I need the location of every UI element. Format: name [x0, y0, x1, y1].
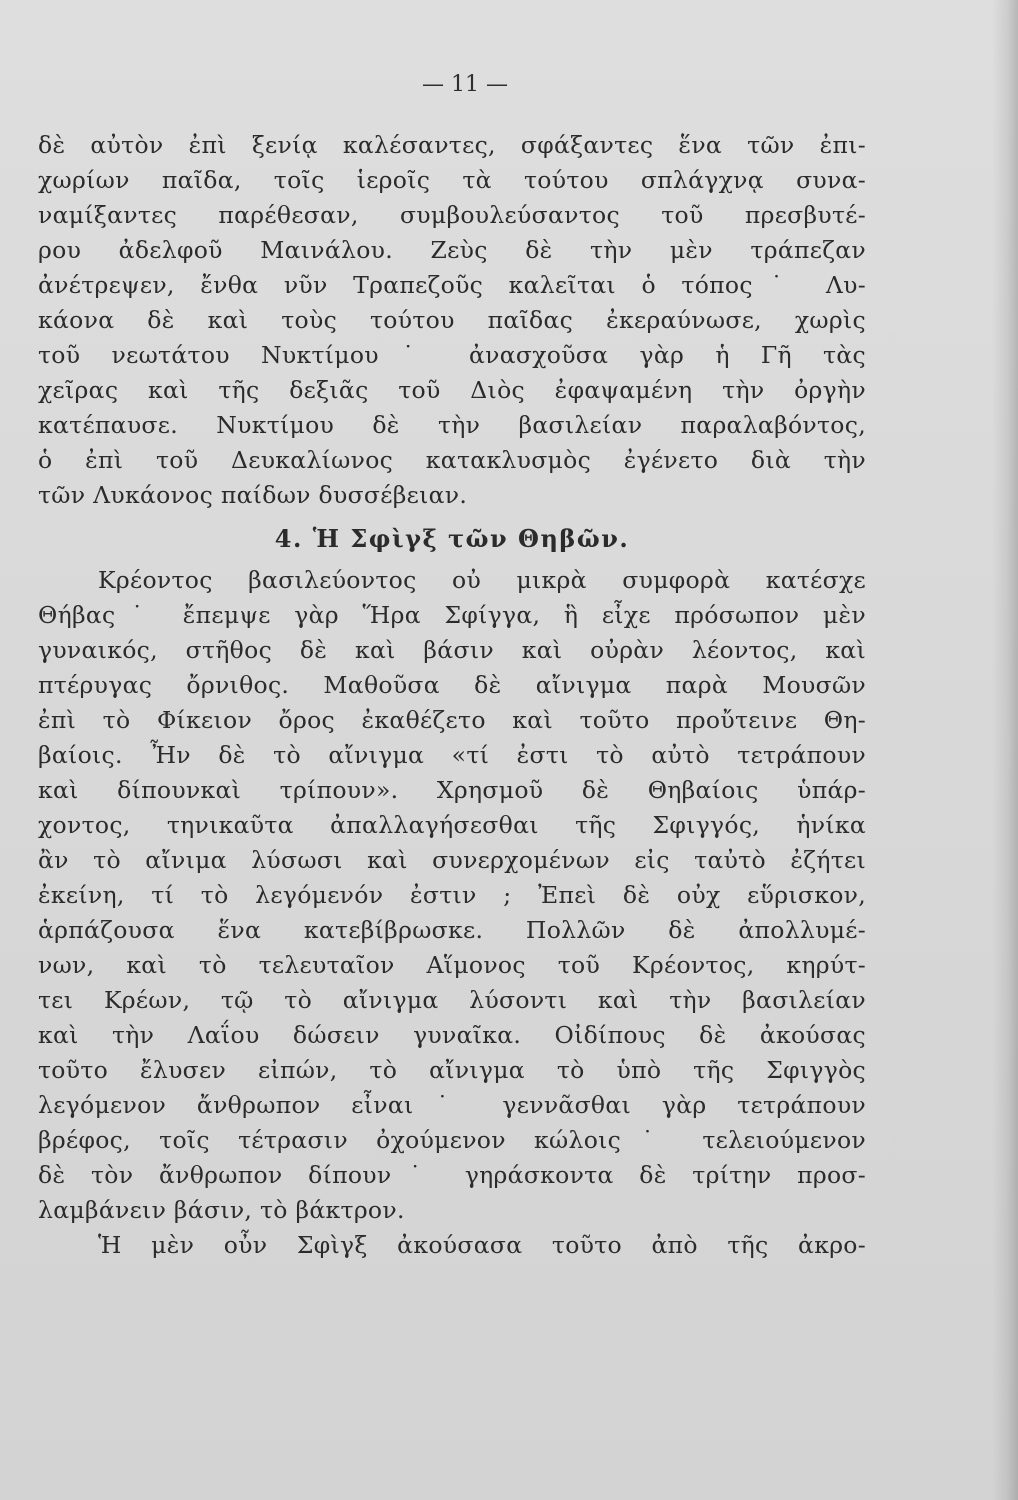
page-number: — 11 —: [422, 72, 508, 97]
text-line: βρέφος, τοῖς τέτρασιν ὀχούμενον κώλοις˙ τελειούμενον: [38, 1126, 866, 1154]
text-line: χεῖρας καὶ τῆς δεξιᾶς τοῦ Διὸς ἐφαψαμένη τὴν ὀργὴν: [38, 376, 866, 404]
page-text: [38, 128, 866, 1263]
text-line: ἐκείνη, τί τὸ λεγόμενόν ἐστιν ; Ἐπεὶ δὲ οὐχ εὕρισκον,: [38, 881, 866, 909]
text-line: πτέρυγας ὄρνιθος. Μαθοῦσα δὲ αἴνιγμα παρὰ Μουσῶν: [38, 671, 866, 699]
text-line: τει Κρέων, τῷ τὸ αἴνιγμα λύσοντι καὶ τὴν βασιλείαν: [38, 986, 866, 1014]
text-line: καὶ τὴν Λαΐου δώσειν γυναῖκα. Οἰδίπους δὲ ἀκούσας: [38, 1021, 866, 1049]
text-line: κατέπαυσε. Νυκτίμου δὲ τὴν βασιλείαν παραλαβόντος,: [38, 411, 866, 439]
text-line: δὲ τὸν ἄνθρωπον δίπουν˙ γηράσκοντα δὲ τρίτην προσ-: [38, 1161, 866, 1189]
text-line: ἁρπάζουσα ἕνα κατεβίβρωσκε. Πολλῶν δὲ ἀπολλυμέ-: [38, 916, 866, 944]
text-line: χωρίων παῖδα, τοῖς ἱεροῖς τὰ τούτου σπλάγχνᾳ συνα-: [38, 166, 866, 194]
text-line: Θήβας˙ ἔπεμψε γὰρ Ἥρα Σφίγγα, ἣ εἶχε πρόσωπον μὲν: [38, 601, 866, 629]
text-line: δὲ αὐτὸν ἐπὶ ξενίᾳ καλέσαντες, σφάξαντες ἕνα τῶν ἐπι-: [38, 131, 866, 159]
text-line: καὶ δίπουνκαὶ τρίπουν». Χρησμοῦ δὲ Θηβαίοις ὑπάρ-: [38, 776, 866, 804]
text-line: ἂν τὸ αἴνιμα λύσωσι καὶ συνερχομένων εἰς ταὐτὸ ἐζήτει: [38, 846, 866, 874]
text-line: ναμίξαντες παρέθεσαν, συμβουλεύσαντος τοῦ πρεσβυτέ-: [38, 201, 866, 229]
text-line: λαμβάνειν βάσιν, τὸ βάκτρον.: [38, 1196, 405, 1224]
text-line: Ἡ μὲν οὖν Σφὶγξ ἀκούσασα τοῦτο ἀπὸ τῆς ἀκρο-: [98, 1231, 866, 1259]
text-line: κάονα δὲ καὶ τοὺς τούτου παῖδας ἐκεραύνωσε, χωρὶς: [38, 306, 866, 334]
text-line: γυναικός, στῆθος δὲ καὶ βάσιν καὶ οὐρὰν λέοντος, καὶ: [38, 636, 866, 664]
text-line: λεγόμενον ἄνθρωπον εἶναι˙ γεννᾶσθαι γὰρ τετράπουν: [38, 1091, 866, 1119]
text-line: νων, καὶ τὸ τελευταῖον Αἵμονος τοῦ Κρέοντος, κηρύτ-: [38, 951, 866, 979]
text-line: χοντος, τηνικαῦτα ἀπαλλαγήσεσθαι τῆς Σφιγγός, ἡνίκα: [38, 811, 866, 839]
text-line: τοῦ νεωτάτου Νυκτίμου˙ ἀνασχοῦσα γὰρ ἡ Γῆ τὰς: [38, 341, 866, 369]
section-title: 4. Ἡ Σφὶγξ τῶν Θηβῶν.: [274, 524, 630, 553]
text-line: Κρέοντος βασιλεύοντος οὐ μικρὰ συμφορὰ κατέσχε: [98, 566, 866, 594]
text-line: ὁ ἐπὶ τοῦ Δευκαλίωνος κατακλυσμὸς ἐγένετο διὰ τὴν: [38, 446, 866, 474]
text-line: ἐπὶ τὸ Φίκειον ὄρος ἐκαθέζετο καὶ τοῦτο προὔτεινε Θη-: [38, 706, 866, 734]
text-line: βαίοις. Ἦν δὲ τὸ αἴνιγμα «τί ἐστι τὸ αὐτὸ τετράπουν: [38, 741, 866, 769]
text-line: ρου ἀδελφοῦ Μαινάλου. Ζεὺς δὲ τὴν μὲν τράπεζαν: [38, 236, 866, 264]
text-line: τῶν Λυκάονος παίδων δυσσέβειαν.: [38, 481, 468, 509]
page-edge-shadow: [992, 0, 1018, 1500]
text-line: ἀνέτρεψεν, ἔνθα νῦν Τραπεζοῦς καλεῖται ὁ τόπος˙ Λυ-: [38, 271, 866, 299]
text-line: τοῦτο ἔλυσεν εἰπών, τὸ αἴνιγμα τὸ ὑπὸ τῆς Σφιγγὸς: [38, 1056, 866, 1084]
